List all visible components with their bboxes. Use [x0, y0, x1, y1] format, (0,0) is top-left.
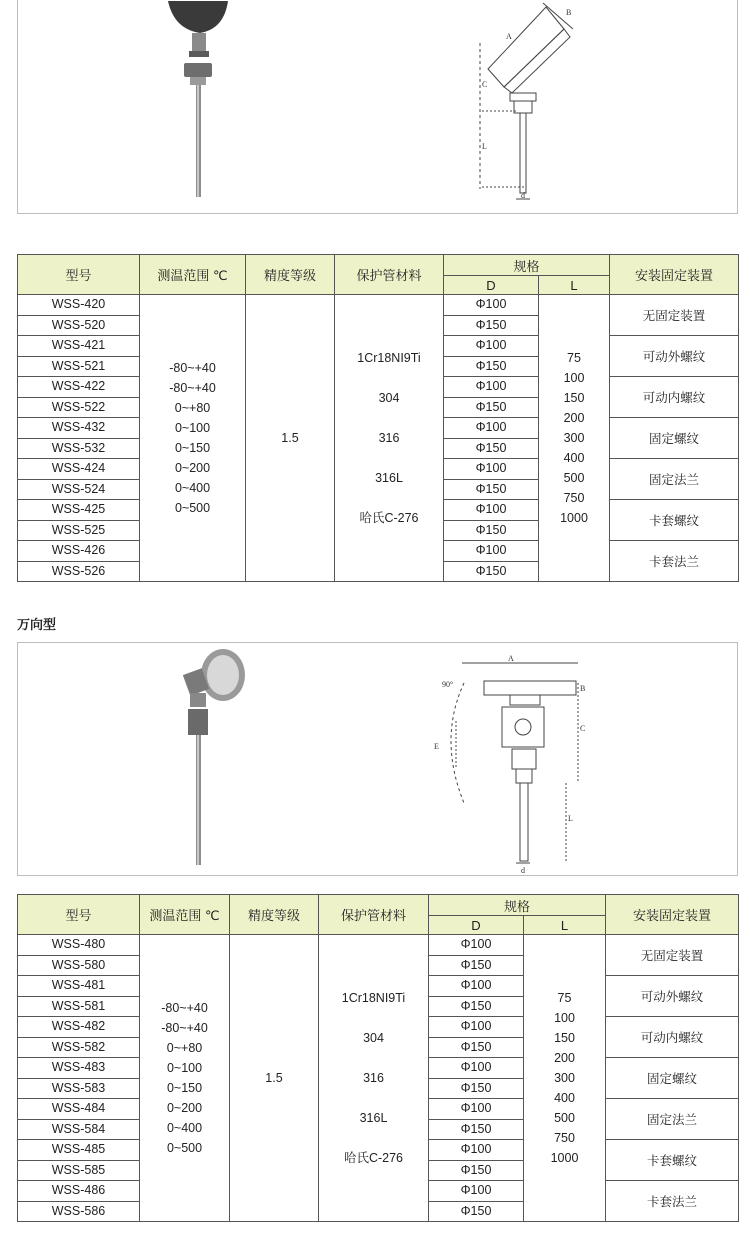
range-value: 0~100: [166, 1061, 203, 1075]
dim2-label-e: E: [434, 742, 439, 751]
table-row: [18, 295, 739, 316]
diameter-cell: Φ100: [429, 1058, 524, 1079]
diameter-cell: Φ150: [429, 1201, 524, 1222]
dim-label-l: L: [482, 142, 487, 151]
model-cell: WSS-584: [18, 1119, 140, 1140]
length-value: 750: [563, 491, 585, 505]
model-cell: WSS-485: [18, 1140, 140, 1161]
diameter-cell: Φ150: [444, 438, 539, 459]
range-value: -80~+40: [161, 1001, 208, 1015]
mount-cell: 卡套法兰: [606, 1181, 739, 1222]
material-value: 哈氏C-276: [343, 1151, 404, 1165]
length-value: 400: [563, 451, 585, 465]
diameter-cell: Φ150: [429, 1160, 524, 1181]
header-spec-l: L: [539, 276, 610, 295]
accuracy-cell: 1.5: [246, 295, 335, 582]
header-material: 保护管材料: [335, 255, 444, 295]
header-spec-d: D: [429, 916, 524, 935]
mount-cell: 固定螺纹: [606, 1058, 739, 1099]
dim-label-b: B: [566, 8, 572, 17]
dim2-label-l: L: [568, 814, 573, 823]
length-value: 100: [563, 371, 585, 385]
mount-cell: 无固定装置: [610, 295, 739, 336]
length-value: 150: [563, 391, 585, 405]
mount-cell: 卡套法兰: [610, 541, 739, 582]
material-value: 哈氏C-276: [359, 511, 419, 525]
header-accuracy: 精度等级: [230, 895, 319, 935]
model-cell: WSS-426: [18, 541, 140, 562]
model-cell: WSS-481: [18, 976, 140, 997]
length-value: 75: [557, 991, 572, 1005]
length-value: 200: [554, 1051, 575, 1065]
length-value: 750: [554, 1131, 575, 1145]
header-spec-d: D: [444, 276, 539, 295]
range-cell: [140, 295, 246, 582]
material-value: 1Cr18NI9Ti: [341, 991, 406, 1005]
product-illustration-1: [18, 0, 737, 215]
model-cell: WSS-421: [18, 336, 140, 357]
diameter-cell: Φ150: [444, 397, 539, 418]
range-value: 0~150: [174, 441, 211, 455]
material-value: 304: [378, 391, 400, 405]
range-value: 0~500: [174, 501, 211, 515]
model-cell: WSS-480: [18, 935, 140, 956]
diameter-cell: Φ100: [444, 459, 539, 480]
diameter-cell: Φ150: [444, 479, 539, 500]
dim-label-d: d: [521, 191, 525, 200]
range-value: -80~+40: [169, 381, 216, 395]
material-value: 316: [363, 1071, 384, 1085]
spec-table-body: [18, 295, 739, 582]
product-image-panel-1: [17, 0, 738, 214]
length-value: 200: [563, 411, 585, 425]
range-value: -80~+40: [161, 1021, 208, 1035]
length-value: 500: [563, 471, 585, 485]
diameter-cell: Φ150: [429, 1119, 524, 1140]
length-value: 1000: [560, 511, 588, 525]
header-model: 型号: [18, 255, 140, 295]
range-value: -80~+40: [169, 361, 216, 375]
range-value: 0~200: [166, 1101, 203, 1115]
diameter-cell: Φ100: [429, 1099, 524, 1120]
model-cell: WSS-432: [18, 418, 140, 439]
range-value: 0~400: [174, 481, 211, 495]
model-cell: WSS-422: [18, 377, 140, 398]
header-mount: 安装固定装置: [606, 895, 739, 935]
dim-label-a: A: [506, 32, 512, 41]
range-value: 0~100: [174, 421, 211, 435]
dim2-label-d: d: [521, 866, 525, 875]
model-cell: WSS-532: [18, 438, 140, 459]
diameter-cell: Φ100: [444, 500, 539, 521]
header-mount: 安装固定装置: [610, 255, 739, 295]
header-spec: 规格: [444, 255, 610, 276]
spec-table-body: [18, 935, 739, 1222]
diameter-cell: Φ100: [444, 295, 539, 316]
range-value: 0~+80: [174, 401, 211, 415]
mount-cell: 固定法兰: [606, 1099, 739, 1140]
diameter-cell: Φ100: [444, 377, 539, 398]
dim-label-c: C: [482, 80, 488, 89]
header-material: 保护管材料: [319, 895, 429, 935]
product-illustration-2: [18, 643, 737, 877]
accuracy-cell: 1.5: [230, 935, 319, 1222]
length-cell: [539, 295, 610, 582]
mount-cell: 固定法兰: [610, 459, 739, 500]
length-cell: [524, 935, 606, 1222]
dim2-label-angle: 90°: [442, 680, 454, 689]
length-value: 100: [554, 1011, 575, 1025]
diameter-cell: Φ100: [444, 336, 539, 357]
diameter-cell: Φ150: [444, 356, 539, 377]
diameter-cell: Φ150: [429, 1037, 524, 1058]
model-cell: WSS-420: [18, 295, 140, 316]
section-title-universal: 万向型: [17, 617, 57, 632]
diameter-cell: Φ150: [444, 315, 539, 336]
model-cell: WSS-520: [18, 315, 140, 336]
diameter-cell: Φ100: [429, 1017, 524, 1038]
material-value: 316L: [375, 471, 403, 485]
mount-cell: 可动内螺纹: [610, 377, 739, 418]
model-cell: WSS-425: [18, 500, 140, 521]
dim2-label-b: B: [580, 684, 586, 693]
header-accuracy: 精度等级: [246, 255, 335, 295]
range-value: 0~+80: [166, 1041, 203, 1055]
dim2-label-c: C: [580, 724, 586, 733]
length-value: 1000: [550, 1151, 579, 1165]
length-value: 500: [554, 1111, 575, 1125]
diameter-cell: Φ150: [444, 520, 539, 541]
mount-cell: 可动内螺纹: [606, 1017, 739, 1058]
diameter-cell: Φ100: [429, 1140, 524, 1161]
model-cell: WSS-526: [18, 561, 140, 582]
length-value: 300: [554, 1071, 575, 1085]
length-value: 400: [554, 1091, 575, 1105]
range-cell: [140, 935, 230, 1222]
range-value: 0~400: [166, 1121, 203, 1135]
model-cell: WSS-524: [18, 479, 140, 500]
table-row: [18, 935, 739, 956]
mount-cell: 固定螺纹: [610, 418, 739, 459]
diameter-cell: Φ150: [429, 996, 524, 1017]
product-image-panel-2: [17, 642, 738, 876]
diameter-cell: Φ100: [444, 418, 539, 439]
model-cell: WSS-586: [18, 1201, 140, 1222]
model-cell: WSS-525: [18, 520, 140, 541]
model-cell: WSS-486: [18, 1181, 140, 1202]
diameter-cell: Φ100: [444, 541, 539, 562]
header-model: 型号: [18, 895, 140, 935]
mount-cell: 卡套螺纹: [606, 1140, 739, 1181]
diameter-cell: Φ100: [429, 935, 524, 956]
model-cell: WSS-583: [18, 1078, 140, 1099]
diameter-cell: Φ150: [429, 955, 524, 976]
model-cell: WSS-424: [18, 459, 140, 480]
mount-cell: 无固定装置: [606, 935, 739, 976]
material-cell: [335, 295, 444, 582]
range-value: 0~500: [166, 1141, 203, 1155]
model-cell: WSS-582: [18, 1037, 140, 1058]
model-cell: WSS-585: [18, 1160, 140, 1181]
model-cell: WSS-581: [18, 996, 140, 1017]
material-cell: [319, 935, 429, 1222]
length-value: 150: [554, 1031, 575, 1045]
range-value: 0~200: [174, 461, 211, 475]
material-value: 316L: [359, 1111, 388, 1125]
spec-table-universal: [17, 894, 739, 1222]
model-cell: WSS-484: [18, 1099, 140, 1120]
material-value: 1Cr18NI9Ti: [357, 351, 421, 365]
model-cell: WSS-522: [18, 397, 140, 418]
length-value: 75: [567, 351, 581, 365]
model-cell: WSS-483: [18, 1058, 140, 1079]
header-range: 测温范围 ℃: [140, 255, 246, 295]
range-value: 0~150: [166, 1081, 203, 1095]
length-value: 300: [563, 431, 585, 445]
material-value: 304: [363, 1031, 384, 1045]
material-value: 316: [378, 431, 400, 445]
model-cell: WSS-482: [18, 1017, 140, 1038]
spec-table-standard: [17, 254, 739, 582]
mount-cell: 卡套螺纹: [610, 500, 739, 541]
header-spec: 规格: [429, 895, 606, 916]
diameter-cell: Φ150: [429, 1078, 524, 1099]
model-cell: WSS-580: [18, 955, 140, 976]
mount-cell: 可动外螺纹: [606, 976, 739, 1017]
model-cell: WSS-521: [18, 356, 140, 377]
mount-cell: 可动外螺纹: [610, 336, 739, 377]
diameter-cell: Φ100: [429, 976, 524, 997]
header-range: 测温范围 ℃: [140, 895, 230, 935]
diameter-cell: Φ100: [429, 1181, 524, 1202]
dim2-label-a: A: [508, 654, 514, 663]
header-spec-l: L: [524, 916, 606, 935]
diameter-cell: Φ150: [444, 561, 539, 582]
